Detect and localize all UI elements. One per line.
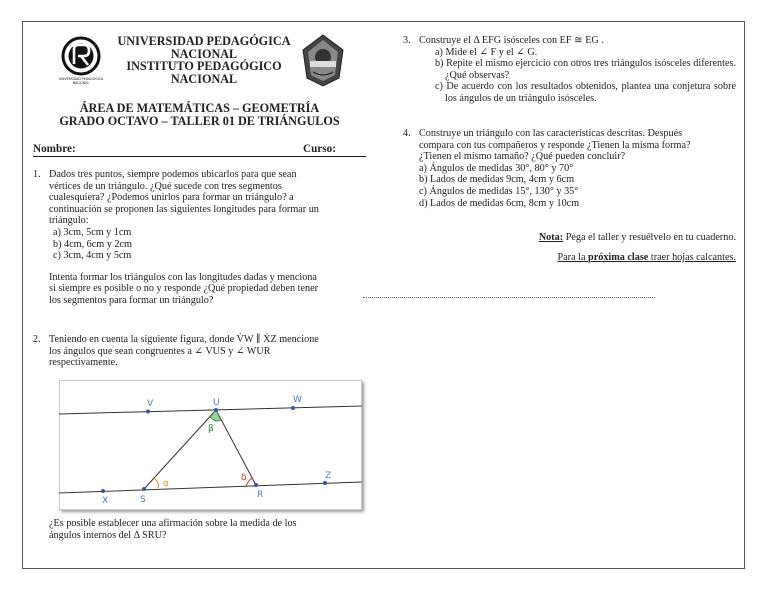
- q1-option: b) 4cm, 6cm y 2cm: [53, 238, 132, 250]
- q3-item: a) Mide el ∠ F y el ∠ G.: [435, 46, 538, 58]
- q1-line: vértices de un triángulo. ¿Qué sucede con tres segmentos: [49, 180, 282, 192]
- question-1: [33, 169, 368, 307]
- note-line: [403, 232, 736, 244]
- q1-option: a) 3cm, 5cm y 1cm: [53, 226, 132, 238]
- q4-item: b) Lados de medidas 9cm, 4cm y 6cm: [419, 174, 575, 186]
- institute-crest: [299, 32, 347, 88]
- institution-line-4: NACIONAL: [170, 71, 238, 86]
- label-x: X: [102, 496, 109, 506]
- q2-after-line: ¿Es posible establecer una afirmación sobre la medida de los: [49, 518, 297, 529]
- label-delta: δ: [241, 473, 247, 483]
- name-line-divider: [33, 156, 366, 157]
- parallel-lines-figure: [59, 380, 362, 510]
- point-w: [291, 406, 295, 410]
- worksheet-page: [22, 21, 745, 569]
- q1-line: continuación se proponen las siguientes longitudes para formar un: [49, 203, 319, 215]
- question-3: [403, 35, 736, 105]
- institution-line-2: NACIONAL: [170, 46, 238, 61]
- label-s: S: [140, 495, 146, 505]
- q4-intro-line: Construye un triángulo con las características descritas. Después: [419, 128, 683, 139]
- point-r: [254, 483, 258, 487]
- next-class-pre: Para la: [557, 252, 589, 263]
- q4-intro-line: compara con tus compañeros y responde ¿Tienen la misma forma?: [419, 139, 691, 151]
- label-alpha: α: [163, 479, 169, 489]
- q4-item: d) Lados de medidas 6cm, 8cm y 10cm: [419, 197, 580, 209]
- q4-item: c) Ángulos de medidas 15°, 130° y 35°: [419, 185, 579, 197]
- point-x: [101, 489, 105, 493]
- q2-after: [49, 518, 367, 541]
- note-label: Nota:: [538, 232, 564, 243]
- q1-followup-line: si siempre es posible o no y responde ¿Qué propiedad deben tener: [49, 283, 319, 295]
- question-1-number: 1.: [33, 169, 41, 180]
- q4-item: a) Ángulos de medidas 30°, 80° y 70°: [419, 162, 574, 174]
- question-2: [33, 334, 368, 369]
- area-title: ÁREA DE MATEMÁTICAS – GEOMETRÍA: [79, 101, 320, 115]
- name-label: Nombre:: [33, 143, 76, 155]
- grade-title: GRADO OCTAVO – TALLER 01 DE TRIÁNGULOS: [59, 113, 340, 128]
- q3-item: b) Repite el mismo ejercicio con otros tres triángulos isósceles diferentes. ¿Qué observas?: [435, 58, 736, 81]
- label-z: Z: [325, 471, 332, 481]
- label-beta: β: [208, 424, 214, 434]
- question-3-number: 3.: [403, 35, 411, 46]
- q2-line: respectivamente.: [49, 357, 118, 369]
- point-v: [146, 410, 150, 414]
- institution-line-1: UNIVERSIDAD PEDAGÓGICA: [117, 34, 291, 48]
- label-r: R: [257, 490, 264, 500]
- q1-line: Dados tres puntos, siempre podemos ubicarlos para que sean: [49, 169, 297, 180]
- q3-item: c) De acuerdo con los resultados obtenidos, plantea una conjetura sobre los ángulos de un triángulo isósceles.: [435, 81, 736, 104]
- dotted-divider: [363, 297, 655, 298]
- next-class-note: [403, 252, 736, 264]
- point-z: [323, 481, 327, 485]
- question-4: [403, 128, 736, 209]
- q1-line: cualesquiera? ¿Podemos unirlos para formar un triángulo? a: [49, 192, 294, 204]
- q4-intro-line: ¿Tienen el mismo tamaño? ¿Qué pueden concluir?: [419, 151, 626, 163]
- question-4-number: 4.: [403, 128, 411, 139]
- label-u: U: [213, 398, 220, 408]
- q2-line: Teniendo en cuenta la siguiente figura, donde V̇W ∥ ẊZ mencione: [49, 334, 319, 345]
- page-title: [33, 102, 366, 127]
- institution-line-3: INSTITUTO PEDAGÓGICO: [126, 59, 282, 74]
- point-s: [142, 487, 146, 491]
- q3-intro: Construye el Δ EFG isósceles con EF ≅ EG .: [419, 35, 604, 46]
- q1-followup-line: los segmentos para formar un triángulo?: [49, 294, 214, 306]
- next-class-bold: próxima clase: [588, 252, 649, 263]
- institution-header: [115, 35, 293, 85]
- next-class-post: traer hojas calcantes.: [648, 252, 736, 263]
- note-text: Pega el taller y resuélvelo en tu cuaderno.: [563, 232, 736, 243]
- logo-caption: UNIVERSIDAD PEDAGÓGICA NACIONAL: [58, 77, 104, 85]
- q1-line: triángulo:: [49, 215, 89, 227]
- label-v: V: [147, 399, 154, 409]
- q2-after-line: ángulos internos del Δ SRU?: [49, 529, 167, 541]
- q1-followup-line: Intenta formar los triángulos con las longitudes dadas y menciona: [49, 271, 317, 283]
- course-label: Curso:: [303, 143, 336, 155]
- question-2-number: 2.: [33, 334, 41, 345]
- q1-option: c) 3cm, 4cm y 5cm: [53, 250, 132, 262]
- q2-line: los ángulos que sean congruentes a ∠ VUS y ∠ WUR: [49, 345, 271, 357]
- label-w: W: [293, 395, 302, 405]
- university-logo: [51, 32, 111, 92]
- point-u: [214, 408, 218, 412]
